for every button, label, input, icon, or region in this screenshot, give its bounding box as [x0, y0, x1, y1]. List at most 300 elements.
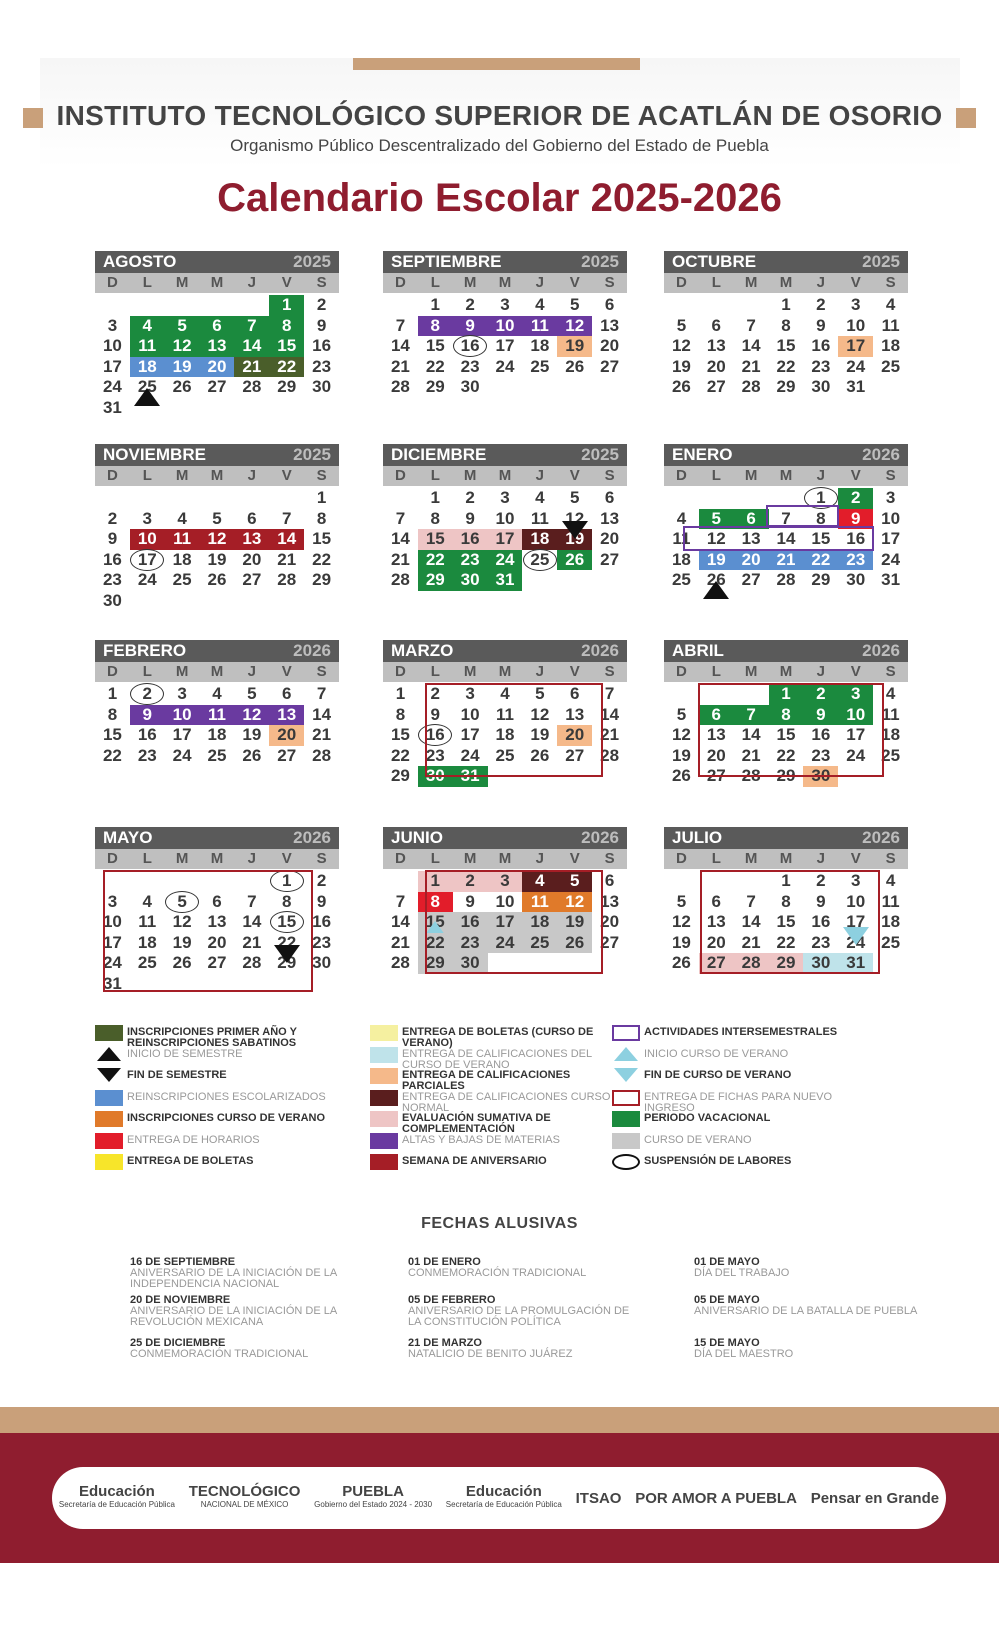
weekday-label: L [430, 850, 440, 867]
fecha-item [694, 1295, 924, 1317]
day-cell: 20 [269, 725, 304, 746]
day-cell: 13 [234, 529, 269, 550]
day-cell: 10 [130, 529, 165, 550]
fecha-date: 21 DE MARZO [408, 1337, 482, 1349]
weekday-label: M [210, 467, 224, 484]
weekday-label: L [142, 663, 152, 680]
month-name: OCTUBRE [672, 252, 757, 271]
footer-gold-bar [0, 1407, 999, 1433]
day-cell: 10 [102, 336, 122, 355]
fecha-date: 20 DE NOVIEMBRE [130, 1294, 231, 1306]
day-cell: 2 [453, 871, 488, 892]
day-cell: 29 [390, 766, 410, 785]
day-cell: 15 [776, 336, 796, 355]
day-cell: 4 [885, 684, 896, 703]
day-cell: 12 [165, 336, 200, 357]
day-cell: 31 [838, 953, 873, 974]
day-cell: 18 [172, 549, 192, 569]
day-cell: 28 [390, 377, 410, 396]
legend-swatch [370, 1090, 398, 1106]
weekday-label: M [463, 467, 477, 484]
day-cell: 29 [418, 953, 453, 974]
weekday-label: V [850, 850, 861, 867]
day-cell: 9 [465, 508, 475, 528]
day-cell: 7 [395, 891, 406, 911]
day-cell: 5 [676, 891, 687, 911]
legend-swatch [370, 1025, 398, 1041]
end-triangle-icon [562, 521, 588, 539]
fecha-item [130, 1257, 360, 1290]
day-cell: 3 [838, 684, 873, 705]
day-cell: 1 [269, 871, 304, 892]
day-cell: 7 [316, 684, 327, 703]
day-cell: 5 [165, 316, 200, 337]
day-cell: 11 [881, 891, 900, 911]
day-cell: 17 [130, 550, 165, 571]
day-cell: 26 [565, 356, 585, 376]
day-cell: 22 [776, 745, 796, 765]
day-cell: 25 [881, 932, 901, 952]
month-year: 2025 [581, 445, 619, 464]
weekday-label: D [107, 467, 118, 484]
day-cell: 13 [706, 912, 726, 931]
day-cell: 19 [671, 932, 691, 952]
day-cell: 12 [234, 705, 269, 726]
day-cell: 8 [769, 705, 804, 726]
day-cell: 29 [776, 766, 796, 785]
day-cell: 5 [535, 684, 545, 703]
day-cell: 31 [102, 397, 122, 417]
weekday-header [95, 849, 339, 869]
weekday-label: V [569, 274, 580, 291]
empty-cell [699, 871, 734, 892]
legend-label: ENTREGA DE CALIFICACIONES CURSO NORMAL [402, 1090, 611, 1114]
weekday-label: S [885, 274, 896, 291]
day-cell: 3 [465, 684, 475, 703]
empty-cell [383, 295, 418, 316]
day-cell: 9 [130, 705, 165, 726]
day-cell: 16 [846, 529, 866, 548]
legend-label: INICIO DE SEMESTRE [127, 1047, 243, 1060]
day-cell: 13 [200, 336, 235, 357]
weekday-label: S [885, 850, 896, 867]
weekday-label: L [142, 467, 152, 484]
day-cell: 17 [846, 725, 866, 744]
weekday-label: D [676, 274, 687, 291]
day-cell: 27 [565, 745, 585, 765]
legend-label: ENTREGA DE CALIFICACIONES PARCIALES [402, 1069, 571, 1092]
weekday-label: D [676, 467, 687, 484]
day-cell: 20 [557, 725, 592, 746]
day-grid [383, 684, 627, 787]
day-cell: 10 [460, 704, 480, 724]
month-year: 2026 [862, 641, 900, 660]
day-cell: 2 [838, 488, 873, 509]
footer-logo [446, 1485, 562, 1511]
fecha-item [694, 1338, 924, 1360]
day-cell: 30 [453, 570, 488, 591]
day-grid [95, 488, 339, 611]
fecha-date: 25 DE DICIEMBRE [130, 1337, 226, 1349]
month-year: 2025 [293, 252, 331, 271]
legend-swatch [370, 1111, 398, 1127]
legend-label: REINSCRIPCIONES ESCOLARIZADOS [127, 1090, 326, 1103]
day-cell: 28 [277, 570, 297, 589]
day-cell: 28 [741, 766, 761, 785]
day-cell: 6 [711, 315, 721, 335]
weekday-label: S [316, 663, 327, 680]
day-cell: 30 [312, 377, 332, 396]
month-header [383, 827, 627, 849]
day-cell: 13 [600, 315, 620, 335]
purple-outline-icon [612, 1025, 640, 1041]
day-cell: 6 [569, 684, 580, 703]
day-cell: 4 [885, 871, 896, 890]
weekday-header [383, 273, 627, 293]
day-cell: 26 [671, 377, 691, 396]
month-name: JULIO [672, 828, 723, 847]
day-cell: 12 [565, 508, 585, 528]
day-cell: 22 [269, 357, 304, 378]
day-cell: 2 [803, 684, 838, 705]
legend-swatch [95, 1025, 123, 1041]
weekday-label: S [316, 274, 327, 291]
month-diciembre [383, 444, 627, 591]
day-cell: 18 [130, 357, 165, 378]
day-cell: 25 [130, 377, 165, 398]
red-outline-icon [612, 1090, 640, 1106]
month-noviembre [95, 444, 339, 611]
day-cell: 28 [741, 377, 761, 396]
day-cell: 6 [247, 508, 257, 528]
day-cell: 6 [734, 509, 769, 530]
day-cell: 17 [102, 356, 122, 376]
weekday-label: M [498, 663, 512, 680]
weekday-label: V [850, 467, 861, 484]
day-cell: 5 [247, 684, 257, 703]
weekday-label: J [535, 850, 545, 867]
day-cell: 25 [671, 570, 691, 589]
weekday-label: J [816, 850, 826, 867]
day-cell: 21 [390, 932, 410, 952]
weekday-label: V [569, 850, 580, 867]
day-cell: 24 [460, 745, 480, 765]
oval-icon [612, 1154, 640, 1170]
day-cell: 22 [277, 932, 297, 952]
day-cell: 11 [496, 704, 514, 724]
day-grid [95, 295, 339, 418]
day-cell: 17 [488, 912, 523, 933]
day-cell: 17 [102, 932, 122, 952]
legend-label: INSCRIPCIONES CURSO DE VERANO [127, 1112, 326, 1124]
day-cell: 29 [312, 570, 332, 589]
fecha-description: DÍA DEL TRABAJO [694, 1267, 790, 1279]
day-cell: 24 [488, 933, 523, 954]
day-cell: 1 [316, 488, 327, 507]
day-cell: 10 [881, 508, 901, 528]
weekday-label: M [744, 274, 758, 291]
day-cell: 16 [453, 912, 488, 933]
day-cell: 23 [102, 570, 122, 589]
empty-cell [664, 871, 699, 892]
logo-sub-text: Gobierno del Estado 2024 - 2030 [314, 1500, 433, 1509]
day-cell: 11 [200, 705, 235, 726]
weekday-label: L [711, 274, 721, 291]
month-header [383, 444, 627, 466]
month-name: JUNIO [391, 828, 443, 847]
day-cell: 3 [177, 684, 187, 703]
day-cell: 6 [281, 684, 292, 703]
weekday-label: M [498, 850, 512, 867]
weekday-label: J [816, 663, 826, 680]
weekday-label: D [395, 467, 406, 484]
legend-swatch [612, 1133, 640, 1149]
day-cell: 30 [312, 953, 332, 972]
triangle-up-icon [97, 1047, 121, 1061]
empty-cell [664, 488, 699, 509]
day-cell: 27 [242, 570, 262, 589]
legend-label: ENTREGA DE BOLETAS (CURSO DE VERANO) [402, 1026, 594, 1049]
day-cell: 28 [776, 570, 796, 589]
day-cell: 4 [535, 295, 545, 314]
day-cell: 7 [734, 705, 769, 726]
weekday-label: M [210, 850, 224, 867]
day-cell: 28 [242, 377, 262, 396]
weekday-label: L [711, 467, 721, 484]
day-cell: 19 [207, 549, 227, 569]
day-cell: 14 [312, 704, 332, 724]
day-cell: 23 [137, 745, 157, 765]
weekday-label: S [885, 467, 896, 484]
weekday-header [664, 273, 908, 293]
day-cell: 18 [207, 725, 227, 744]
empty-cell [130, 488, 165, 509]
day-cell: 12 [706, 529, 726, 548]
fecha-description: ANIVERSARIO DE LA INICIACIÓN DE LA INDEPENDENCIA NACIONAL [130, 1267, 337, 1290]
day-cell: 16 [453, 336, 488, 357]
legend-label: ENTREGA DE FICHAS PARA NUEVO INGRESO [644, 1090, 833, 1114]
day-cell: 26 [557, 550, 592, 571]
day-cell: 10 [838, 705, 873, 726]
day-cell: 11 [522, 892, 557, 913]
day-cell: 4 [500, 684, 510, 703]
month-name: NOVIEMBRE [103, 445, 206, 464]
triangle-down-icon [97, 1068, 121, 1082]
end-triangle-icon [274, 945, 300, 963]
day-cell: 16 [811, 336, 831, 355]
day-cell: 31 [846, 377, 866, 396]
day-cell: 6 [604, 295, 615, 314]
footer-logo [314, 1485, 432, 1511]
institute-text: INSTITUTO TECNOLÓGICO SUPERIOR DE ACATLÁN DE OSORIO [56, 100, 943, 131]
day-cell: 4 [177, 508, 187, 528]
fecha-description: DÍA DEL MAESTRO [694, 1348, 794, 1360]
day-cell: 1 [803, 488, 838, 509]
day-cell: 9 [453, 316, 488, 337]
day-cell: 16 [137, 725, 157, 744]
day-cell: 10 [165, 705, 200, 726]
day-cell: 26 [172, 377, 192, 396]
day-cell: 7 [395, 315, 406, 335]
day-cell: 1 [418, 871, 453, 892]
page-title: Calendario Escolar 2025-2026 [217, 176, 782, 220]
legend-swatch [95, 1133, 123, 1149]
day-cell: 2 [430, 684, 440, 703]
weekday-label: D [107, 274, 118, 291]
month-abril [664, 640, 908, 787]
weekday-label: D [395, 663, 406, 680]
day-cell: 4 [142, 891, 152, 911]
day-cell: 17 [172, 725, 192, 744]
day-cell: 16 [811, 725, 831, 744]
day-cell: 23 [460, 356, 480, 376]
empty-cell [664, 684, 699, 705]
day-cell: 20 [200, 357, 235, 378]
day-cell: 4 [522, 871, 557, 892]
legend-label: ENTREGA DE BOLETAS [127, 1155, 254, 1167]
day-cell: 27 [741, 570, 761, 589]
day-cell: 24 [846, 745, 866, 765]
weekday-header [383, 849, 627, 869]
month-header [383, 640, 627, 662]
day-cell: 23 [811, 745, 831, 765]
weekday-label: M [498, 274, 512, 291]
day-cell: 9 [316, 891, 327, 911]
month-marzo [383, 640, 627, 787]
day-cell: 21 [234, 357, 269, 378]
empty-cell [699, 295, 734, 316]
fecha-description: CONMEMORACIÓN TRADICIONAL [130, 1348, 309, 1360]
day-cell: 26 [699, 570, 734, 591]
day-cell: 27 [706, 377, 726, 396]
day-cell: 25 [522, 933, 557, 954]
weekday-header [383, 466, 627, 486]
day-cell: 19 [557, 529, 592, 550]
day-cell: 2 [816, 871, 826, 890]
day-cell: 8 [781, 315, 791, 335]
empty-cell [734, 295, 769, 316]
month-year: 2025 [293, 445, 331, 464]
day-cell: 5 [165, 892, 200, 913]
logo-main-text: Pensar en Grande [810, 1489, 940, 1507]
day-cell: 4 [535, 488, 545, 507]
weekday-label: J [535, 467, 545, 484]
day-cell: 23 [811, 932, 831, 952]
day-cell: 19 [557, 912, 592, 933]
empty-cell [734, 488, 769, 509]
empty-cell [200, 871, 235, 892]
weekday-label: M [463, 274, 477, 291]
day-cell: 14 [741, 336, 761, 355]
day-cell: 27 [699, 953, 734, 974]
day-cell: 31 [488, 570, 523, 591]
day-cell: 6 [711, 891, 721, 911]
month-name: MAYO [103, 828, 153, 847]
legend-label: CURSO DE VERANO [644, 1133, 752, 1146]
day-cell: 9 [107, 529, 118, 548]
day-cell: 20 [600, 336, 620, 355]
day-cell: 8 [395, 704, 406, 724]
day-cell: 1 [781, 871, 791, 890]
legend-label: ENTREGA DE CALIFICACIONES DEL CURSO DE VERANO [402, 1047, 592, 1071]
day-grid [95, 871, 339, 994]
day-cell: 10 [488, 316, 523, 337]
day-cell: 30 [460, 377, 480, 396]
month-header [664, 251, 908, 273]
weekday-label: J [247, 274, 257, 291]
weekday-label: J [816, 467, 826, 484]
weekday-label: D [676, 850, 687, 867]
logo-main-text: Educación [78, 1483, 155, 1500]
day-cell: 19 [699, 550, 734, 571]
day-cell: 18 [671, 549, 691, 569]
empty-cell [699, 684, 734, 705]
legend-label: EVALUACIÓN SUMATIVA DE COMPLEMENTACIÓN [402, 1112, 551, 1135]
empty-cell [130, 871, 165, 892]
legend-label: PERIODO VACACIONAL [644, 1112, 771, 1124]
day-cell: 19 [557, 336, 592, 357]
day-cell: 12 [530, 704, 550, 724]
empty-cell [165, 295, 200, 316]
legend-label: ACTIVIDADES INTERSEMESTRALES [644, 1026, 838, 1038]
month-header [95, 640, 339, 662]
day-cell: 22 [803, 550, 838, 571]
start-triangle-icon [134, 388, 160, 406]
legend-swatch [95, 1090, 123, 1106]
month-header [95, 444, 339, 466]
day-cell: 21 [277, 549, 297, 569]
day-cell: 27 [277, 745, 297, 765]
month-year: 2026 [293, 641, 331, 660]
month-header [95, 827, 339, 849]
day-cell: 17 [488, 529, 523, 550]
day-cell: 2 [107, 508, 118, 528]
weekday-label: J [535, 274, 545, 291]
day-cell: 1 [269, 295, 304, 316]
day-cell: 2 [316, 295, 327, 314]
day-grid [383, 295, 627, 398]
day-cell: 20 [242, 549, 262, 569]
day-cell: 12 [671, 912, 691, 931]
weekday-label: L [142, 850, 152, 867]
day-cell: 31 [881, 570, 901, 589]
day-cell: 11 [881, 315, 900, 335]
day-cell: 11 [522, 316, 557, 337]
month-year: 2026 [862, 445, 900, 464]
day-cell: 12 [172, 912, 192, 931]
day-cell: 7 [395, 508, 406, 528]
weekday-label: L [430, 274, 440, 291]
day-grid [664, 488, 908, 591]
day-cell: 22 [425, 356, 445, 376]
day-cell: 16 [811, 912, 831, 931]
month-year: 2026 [581, 641, 619, 660]
weekday-label: J [535, 663, 545, 680]
end-triangle-icon [843, 927, 869, 945]
month-year: 2025 [862, 252, 900, 271]
legend-swatch [612, 1111, 640, 1127]
start-triangle-icon [703, 581, 729, 599]
legend-label: SUSPENSIÓN DE LABORES [644, 1155, 792, 1167]
day-cell: 26 [172, 953, 192, 972]
day-cell: 5 [212, 508, 222, 528]
day-cell: 10 [846, 315, 866, 335]
day-cell: 16 [312, 336, 332, 355]
day-cell: 8 [418, 892, 453, 913]
weekday-label: S [316, 850, 327, 867]
month-agosto [95, 251, 339, 418]
day-cell: 27 [207, 377, 227, 396]
